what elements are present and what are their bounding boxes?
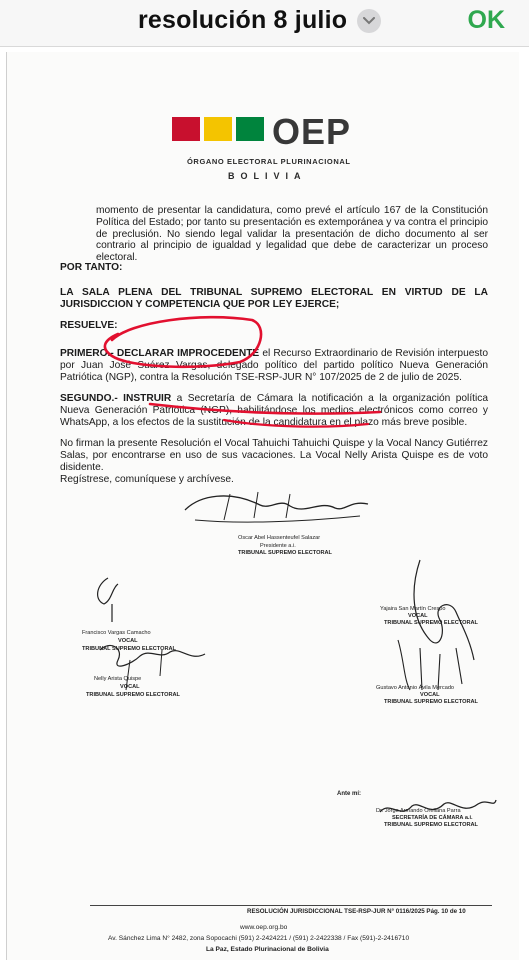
logo-text: OEP: [272, 111, 352, 152]
registrese-text: Regístrese, comuníquese y archívese.: [60, 474, 234, 485]
por-tanto-heading: POR TANTO:: [60, 262, 123, 273]
vocal4-org: TRIBUNAL SUPREMO ELECTORAL: [384, 699, 478, 705]
no-firman-paragraph: No firman la presente Resolución el Vocal Tahuichi Tahuichi Quispe y la Vocal Nancy Gutiérrez Salas, por encontrarse en uso de sus vacaciones. La Vocal Nelly Arista Quispe es de voto disidente.: [60, 438, 488, 473]
vocal3-role: VOCAL: [120, 684, 140, 690]
intro-paragraph: momento de presentar la candidatura, como prevé el artículo 167 de la Constitución Política del Estado; por tanto su presentación es extemporánea y va contra el principio de preclusión. No siendo legal validar la presentación de dicho documento al ser contrario al principio de igualdad y legalidad que debe de caracterizar un proceso electoral.: [96, 205, 488, 264]
vocal2-name: Yajaira San Martín Crespo: [380, 606, 446, 612]
vocal4-role: VOCAL: [420, 692, 440, 698]
resolution-reference: RESOLUCIÓN JURISDICCIONAL TSE-RSP-JUR N° 0116/2025 Pág. 10 de 10: [247, 908, 466, 915]
segundo-label: SEGUNDO.- INSTRUIR: [60, 393, 172, 404]
country-name: BOLIVIA: [228, 171, 307, 181]
vocal1-org: TRIBUNAL SUPREMO ELECTORAL: [82, 646, 176, 652]
secretary-role: SECRETARÍA DE CÁMARA a.i.: [392, 815, 473, 821]
document-title: resolución 8 julio: [138, 6, 348, 34]
footer-city: La Paz, Estado Plurinacional de Bolivia: [206, 946, 329, 953]
vocal4-name: Gustavo Antonio Ávila Mercado: [376, 685, 455, 691]
vocal3-org: TRIBUNAL SUPREMO ELECTORAL: [86, 692, 180, 698]
segundo-text: a Secretaría de Cámara la notificación a la organización política Nueva Generación Patriótica (NGP), habilitándose los medios electrónicos como correo y WhatsApp, a los efectos de la sustitución de la candidatura en el plazo más breve posible.: [60, 393, 488, 428]
vocal2-role: VOCAL: [408, 613, 428, 619]
primero-text: el Recurso Extraordinario de Revisión interpuesto por Juan José Suárez Vargas, delegado político del partido político Nueva Generación Patriótica (NGP), contra la Resolución TSE-RSP-JUR N° 107/2025 de 2 de julio de 2025.: [60, 348, 488, 383]
footer-rule: [90, 905, 492, 906]
primero-label: PRIMERO.- DECLARAR IMPROCEDENTE: [60, 348, 260, 359]
president-role: Presidente a.i.: [260, 543, 296, 549]
secretary-org: TRIBUNAL SUPREMO ELECTORAL: [384, 822, 478, 828]
president-name: Oscar Abel Hassenteufel Salazar: [238, 535, 321, 541]
vocal1-name: Francisco Vargas Camacho: [82, 630, 151, 636]
vocal2-org: TRIBUNAL SUPREMO ELECTORAL: [384, 620, 478, 626]
vocal3-name: Nelly Arista Quispe: [94, 676, 142, 682]
resuelve-heading: RESUELVE:: [60, 320, 118, 331]
vocal1-role: VOCAL: [118, 638, 138, 644]
secretary-name: Dr. Jorge Armando Orellana Parra: [376, 808, 461, 814]
ante-mi-label: Ante mí:: [337, 791, 361, 797]
footer-website: www.oep.org.bo: [240, 924, 288, 931]
org-name: ÓRGANO ELECTORAL PLURINACIONAL: [187, 157, 351, 166]
ok-button[interactable]: OK: [467, 6, 505, 34]
sala-plena-paragraph: LA SALA PLENA DEL TRIBUNAL SUPREMO ELECTORAL EN VIRTUD DE LA JURISDICCION Y COMPETENCIA QUE POR LEY EJERCE;: [60, 287, 488, 310]
footer-address: Av. Sánchez Lima N° 2482, zona Sopocachi (591) 2-2424221 / (591) 2-2422338 / Fax (591)-2-2416710: [108, 935, 410, 942]
president-org: TRIBUNAL SUPREMO ELECTORAL: [238, 550, 332, 556]
